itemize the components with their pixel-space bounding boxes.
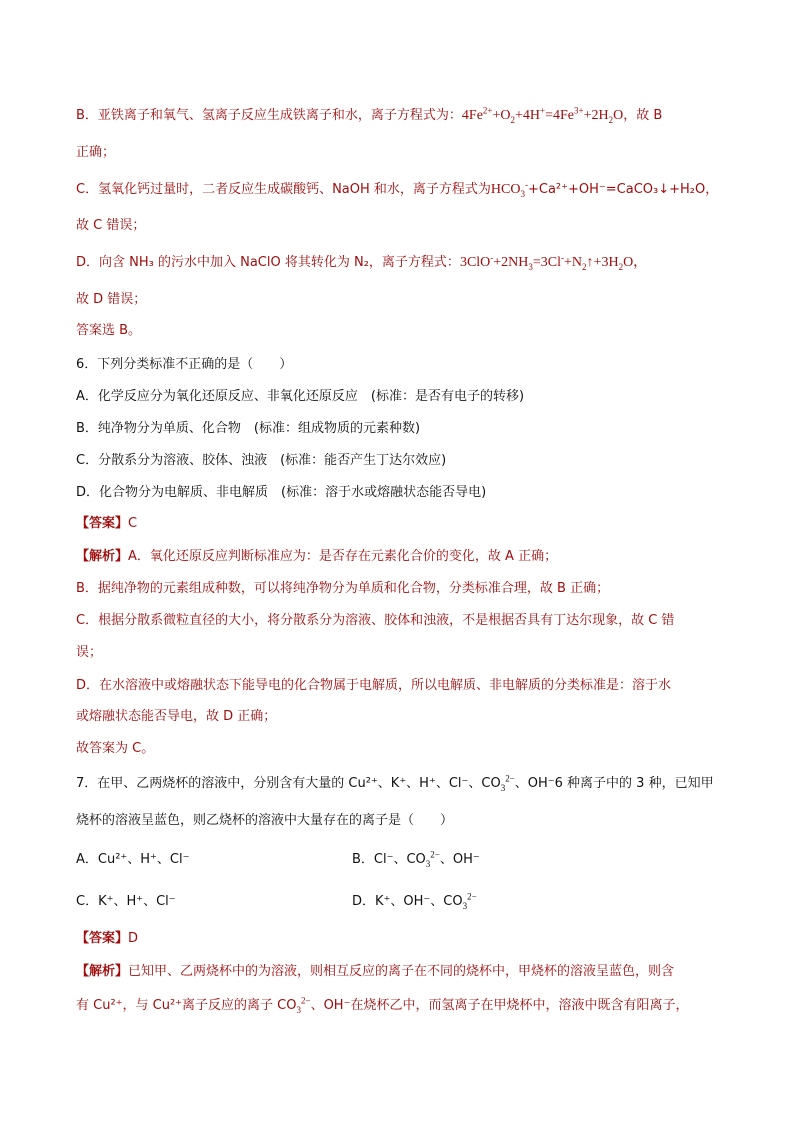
q7-option-b: B．Cl⁻、$CO_3^{2-}$、OH⁻: [352, 849, 480, 869]
q7-stem-line1: 7．在甲、乙两烧杯的溶液中，分别含有大量的 Cu²⁺、K⁺、H⁺、Cl⁻、$CO_3^{2-}$、OH⁻6 种离子中的 3 种，已知甲: [76, 773, 714, 793]
analysis-d-line2: 故 D 错误；: [76, 292, 147, 307]
q7-stem-line2: 烧杯的溶液呈蓝色，则乙烧杯的溶液中大量存在的离子是（ ）: [76, 813, 454, 828]
ionic-equation-b: $4Fe^{2+}+O_2+4H^+=4Fe^{3+}+2H_2O$: [461, 105, 624, 125]
analysis-b-line: B．亚铁离子和氧气、氢离子反应生成铁离子和水，离子方程式为：$4Fe^{2+}+O_2+4H^+=4Fe^{3+}+2H_2O$，故 B: [76, 105, 663, 125]
answer-value: C: [128, 516, 138, 531]
analysis-b-text: B．亚铁离子和氧气、氢离子反应生成铁离子和水，离子方程式为：: [76, 108, 462, 123]
answer-tag: 【答案】: [76, 516, 129, 531]
analysis-tag: 【解析】: [76, 964, 129, 979]
analysis-c-line: C．氢氧化钙过量时，二者反应生成碳酸钙、NaOH 和水，离子方程式为$HCO_3^-+Ca^{2+}+OH^-=CaCO_3↓+H_2O$，: [76, 179, 719, 199]
q6-option-c: C．分散系分为溶液、胶体、浊液 (标准：能否产生丁达尔效应): [76, 453, 447, 468]
q7-analysis-line2: 有 Cu²⁺，与 Cu²⁺离子反应的离子 $CO_3^{2-}$、OH⁻在烧杯乙中，而氢离子在甲烧杯中，溶液中既含有阳离子，: [76, 995, 689, 1015]
q6-analysis-a: 【解析】A．氧化还原反应判断标准应为：是否存在元素化合价的变化，故 A 正确；: [76, 549, 558, 564]
q7-answer: [76, 929, 138, 949]
co3-ion: $_3^{2-}$: [500, 773, 515, 793]
q7-analysis-line1: 【解析】已知甲、乙两烧杯中的为溶液，则相互反应的离子在不同的烧杯中，甲烧杯的溶液呈蓝色，则含: [76, 964, 675, 979]
analysis-b-line2: 正确；: [76, 145, 116, 160]
q6-analysis-c2: 误；: [76, 645, 103, 660]
hco3-formula: $HCO_3^-$: [490, 179, 528, 199]
q6-answer: [76, 514, 137, 534]
q6-analysis-d: D．在水溶液中或熔融状态下能导电的化合物属于电解质，所以电解质、非电解质的分类标准是：溶于水: [76, 678, 672, 693]
q7-option-a: A．Cu²⁺、H⁺、Cl⁻: [76, 852, 190, 867]
q6-analysis-d2: 或熔融状态能否导电，故 D 正确；: [76, 709, 277, 724]
analysis-c-line2: 故 C 错误；: [76, 218, 146, 233]
answer-value: D: [128, 931, 139, 946]
analysis-d-line: D．向含 NH₃ 的污水中加入 NaClO 将其转化为 N₂，离子方程式：$3ClO^-+2NH_3=3Cl^-+N_2↑+3H_2O$，: [76, 252, 648, 272]
q6-analysis-c: C．根据分散系微粒直径的大小，将分散系分为溶液、胶体和浊液，不是根据否具有丁达尔现象，故 C 错: [76, 613, 675, 628]
q6-analysis-b: B．据纯净物的元素组成种数，可以将纯净物分为单质和化合物，分类标准合理，故 B 正确；: [76, 581, 610, 596]
q6-option-b: B．纯净物分为单质、化合物 (标准：组成物质的元素种数): [76, 421, 421, 436]
ionic-equation-d: $3ClO^-+2NH_3=3Cl^-+N_2↑+3H_2O$，: [459, 252, 648, 272]
q7-option-d: D．K⁺、OH⁻、$CO_3^{2-}$: [352, 891, 477, 911]
q7-option-c: C．K⁺、H⁺、Cl⁻: [76, 894, 176, 909]
q6-option-a: A．化学反应分为氧化还原反应、非氧化还原反应 (标准：是否有电子的转移): [76, 389, 525, 404]
analysis-tag: 【解析】: [76, 549, 129, 564]
analysis-conclusion: 答案选 B。: [76, 323, 142, 338]
q6-stem: 6．下列分类标准不正确的是（ ）: [76, 357, 293, 372]
q6-option-d: D．化合物分为电解质、非电解质 (标准：溶于水或熔融状态能否导电): [76, 485, 487, 500]
q6-analysis-final: 故答案为 C。: [76, 741, 155, 756]
answer-tag: 【答案】: [76, 931, 129, 946]
